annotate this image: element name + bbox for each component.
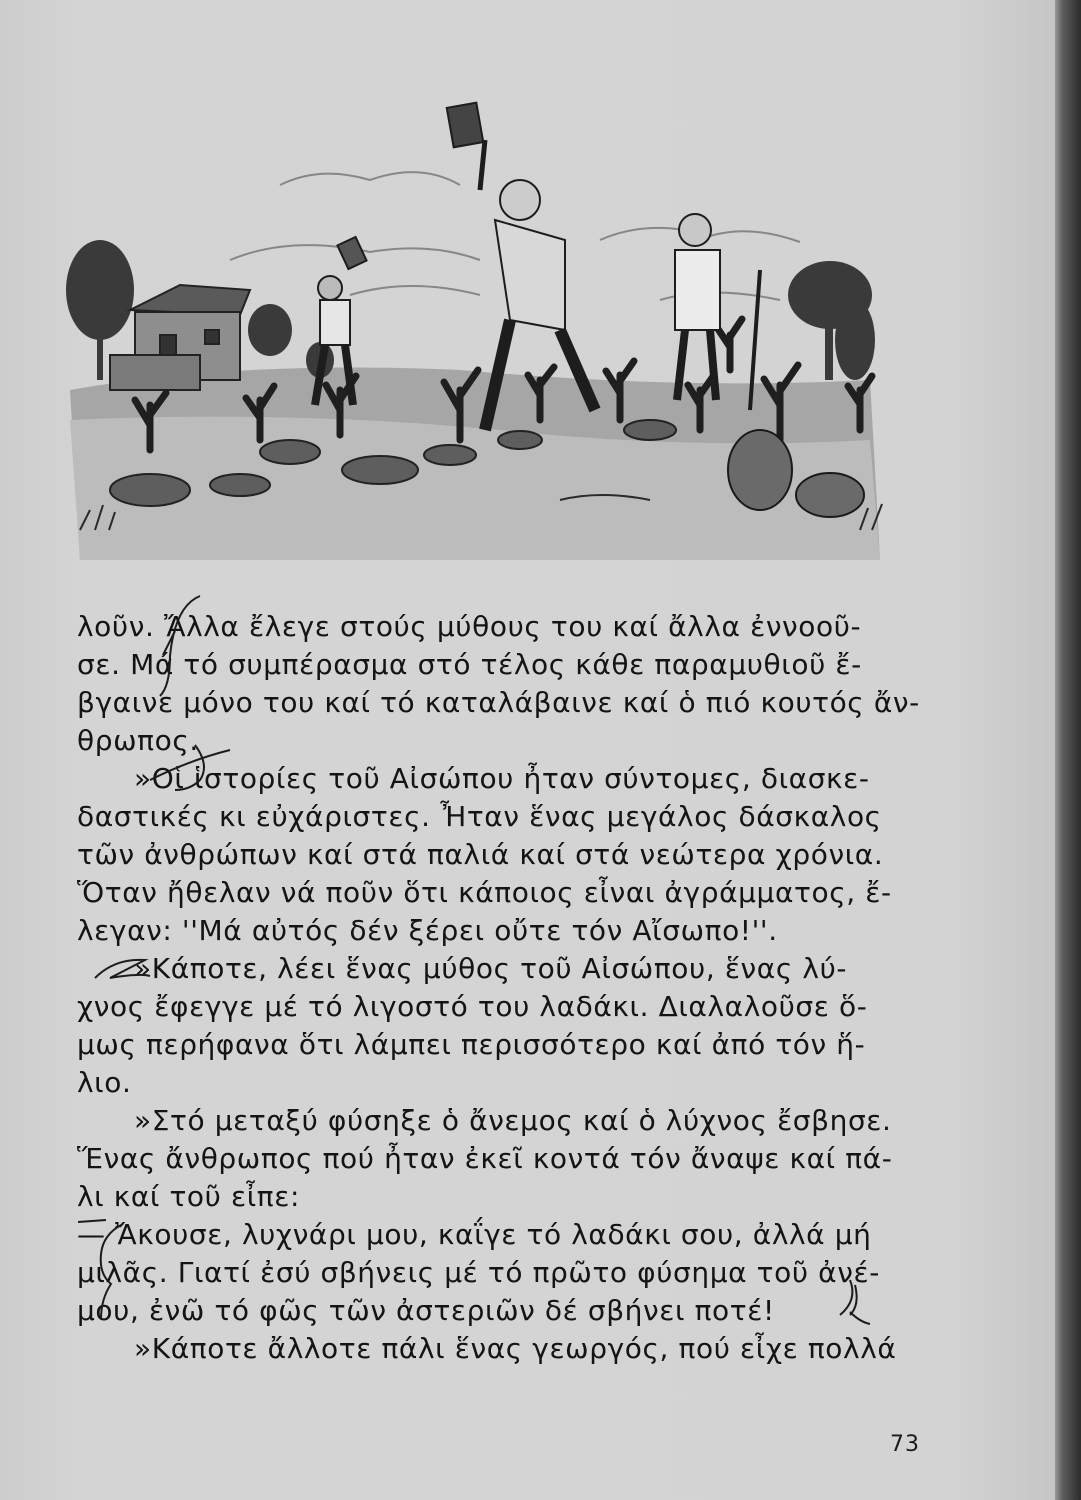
text-line-3: βγαινε μόνο του καί τό καταλάβαινε καί ὁ πιό κουτός ἄν- <box>77 686 920 719</box>
book-binding-edge <box>1055 0 1081 1500</box>
text-line-18: μιλᾶς. Γιατί ἐσύ σβήνεις μέ τό πρῶτο φύσημα τοῦ ἀνέ- <box>77 1256 880 1289</box>
text-line-15: Ἕνας ἄνθρωπος πού ἦταν ἐκεῖ κοντά τόν ἄναψε καί πά- <box>77 1142 893 1175</box>
text-line-17: — Ἄκουσε, λυχνάρι μου, καΐγε τό λαδάκι σου, ἀλλά μή <box>77 1218 872 1251</box>
text-line-2: σε. Μά τό συμπέρασμα στό τέλος κάθε παραμυθιοῦ ἔ- <box>77 648 862 681</box>
text-line-14: »Στό μεταξύ φύσηξε ὁ ἄνεμος καί ὁ λύχνος ἔσβησε. <box>77 1104 892 1137</box>
child-with-staff <box>675 214 760 410</box>
text-line-7: τῶν ἀνθρώπων καί στά παλιά καί στά νεώτερα χρόνια. <box>77 838 884 871</box>
text-line-1: λοῦν. Ἄλλα ἔλεγε στούς μύθους του καί ἄλλα ἐννοοῦ- <box>77 610 862 643</box>
text-line-19: μου, ἐνῶ τό φῶς τῶν ἀστεριῶν δέ σβήνει ποτέ! <box>77 1294 775 1327</box>
text-line-11: χνος ἔφεγγε μέ τό λιγοστό του λαδάκι. Διαλαλοῦσε ὅ- <box>77 990 868 1023</box>
text-line-8: Ὅταν ἤθελαν νά ποῦν ὅτι κάποιος εἶναι ἀγράμματος, ἔ- <box>77 876 892 909</box>
text-line-4: θρωπος. <box>77 724 199 757</box>
page-number: 73 <box>890 1432 920 1457</box>
vineyard-illustration <box>40 90 900 570</box>
text-line-5: »Οἱ ἱστορίες τοῦ Αἰσώπου ἦταν σύντομες, διασκε- <box>77 762 870 795</box>
text-line-10: »Κάποτε, λέει ἕνας μύθος τοῦ Αἰσώπου, ἕνας λύ- <box>77 952 848 985</box>
text-line-13: λιο. <box>77 1066 132 1099</box>
text-line-20: »Κάποτε ἄλλοτε πάλι ἕνας γεωργός, πού εἶχε πολλά <box>77 1332 897 1365</box>
text-line-12: μως περήφανα ὅτι λάμπει περισσότερο καί ἀπό τόν ἥ- <box>77 1028 866 1061</box>
story-text <box>77 608 920 1368</box>
text-line-6: δαστικές κι εὐχάριστες. Ἦταν ἕνας μεγάλος δάσκαλος <box>77 800 882 833</box>
text-line-16: λι καί τοῦ εἶπε: <box>77 1180 301 1213</box>
text-line-9: λεγαν: ''Μά αὐτός δέν ξέρει οὔτε τόν Αἴσωπο!''. <box>77 914 778 947</box>
